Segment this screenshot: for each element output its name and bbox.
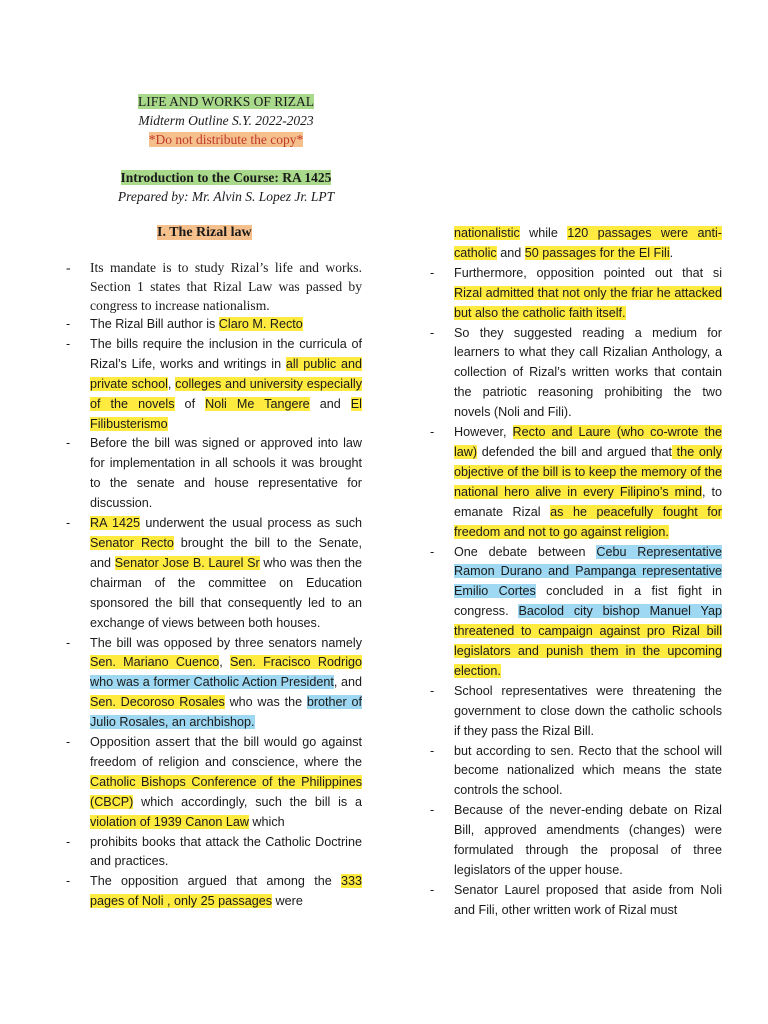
list-item: - Furthermore, opposition pointed out that si Rizal admitted that not only the friar he attacked but also the catholic faith itself. (430, 264, 722, 324)
list-item: - Senator Laurel proposed that aside from Noli and Fili, other written work of Rizal must (430, 881, 722, 921)
list-item: - The opposition argued that among the 333 pages of Noli , only 25 passages were (66, 872, 362, 912)
list-item: - School representatives were threatening the government to close down the catholic schools if they pass the Rizal Bill. (430, 682, 722, 742)
list-item: - One debate between Cebu Representative Ramon Durano and Pampanga representative Emilio Cortes concluded in a fist fight in congress. Bacolod city bishop Manuel Yap threatened to campaign against pro Rizal bill legislators and punish them in the upcoming election. (430, 543, 722, 682)
section-heading (157, 225, 252, 241)
title-text: LIFE AND WORKS OF RIZAL (137, 94, 314, 109)
list-item: - Because of the never-ending debate on Rizal Bill, approved amendments (changes) were formulated through the proposal of three legislators of the upper house. (430, 801, 722, 881)
list-item: - Its mandate is to study Rizal’s life and works. Section 1 states that Rizal Law was passed by congress to increase nationalism. (66, 258, 362, 315)
list-item: - Before the bill was signed or approved into law for implementation in all schools it was brought to the senate and house representative for discussion. (66, 434, 362, 514)
document-subtitle: Midterm Outline S.Y. 2022-2023 (138, 113, 314, 128)
list-item: - RA 1425 underwent the usual process as such Senator Recto brought the bill to the Senate, and Senator Jose B. Laurel Sr who was then the chairman of the committee on Education sponsored the bill that consequently led to an exchange of views between both houses. (66, 514, 362, 633)
course-intro-text: Introduction to the Course: RA 1425 (120, 170, 332, 185)
list-item-continuation: nationalistic while 120 passages were anti-catholic and 50 passages for the El Fili. (454, 226, 722, 260)
right-bullet-list (430, 224, 722, 921)
list-item: - The Rizal Bill author is Claro M. Recto (66, 315, 362, 335)
distribution-notice (76, 130, 376, 149)
course-intro (76, 168, 376, 187)
list-item: - However, Recto and Laure (who co-wrote the law) defended the bill and argued that the only objective of the bill is to keep the memory of the national hero alive in every Filipino’s mind, to emanate Rizal as he peacefully fought for freedom and not to go against religion. (430, 423, 722, 542)
notice-text: *Do not distribute the copy* (148, 132, 304, 147)
list-item: - but according to sen. Recto that the school will become nationalized which means the state controls the school. (430, 742, 722, 802)
list-item: - Opposition assert that the bill would go against freedom of religion and conscience, where the Catholic Bishops Conference of the Philippines (CBCP) which accordingly, such the bill is a violation of 1939 Canon Law which (66, 733, 362, 833)
list-item: - The bill was opposed by three senators namely Sen. Mariano Cuenco, Sen. Fracisco Rodrigo who was a former Catholic Action President, and Sen. Decoroso Rosales who was the brother of Julio Rosales, an archbishop. (66, 634, 362, 734)
right-column (430, 224, 722, 921)
list-item: - prohibits books that attack the Catholic Doctrine and practices. (66, 833, 362, 873)
list-item: - The bills require the inclusion in the curricula of Rizal’s Life, works and writings in all public and private school, colleges and university especially of the novels of Noli Me Tangere and El Filibusterismo (66, 335, 362, 435)
left-bullet-list (66, 258, 362, 912)
left-column (66, 258, 362, 912)
section-heading-text: I. The Rizal law (157, 225, 252, 240)
document-title (76, 92, 376, 111)
list-item: - So they suggested reading a medium for learners to what they call Rizalian Anthology, a collection of Rizal’s written works that contain the patriotic reasoning prohibiting the two novels (Noli and Fili). (430, 324, 722, 424)
prepared-by: Prepared by: Mr. Alvin S. Lopez Jr. LPT (117, 189, 335, 204)
